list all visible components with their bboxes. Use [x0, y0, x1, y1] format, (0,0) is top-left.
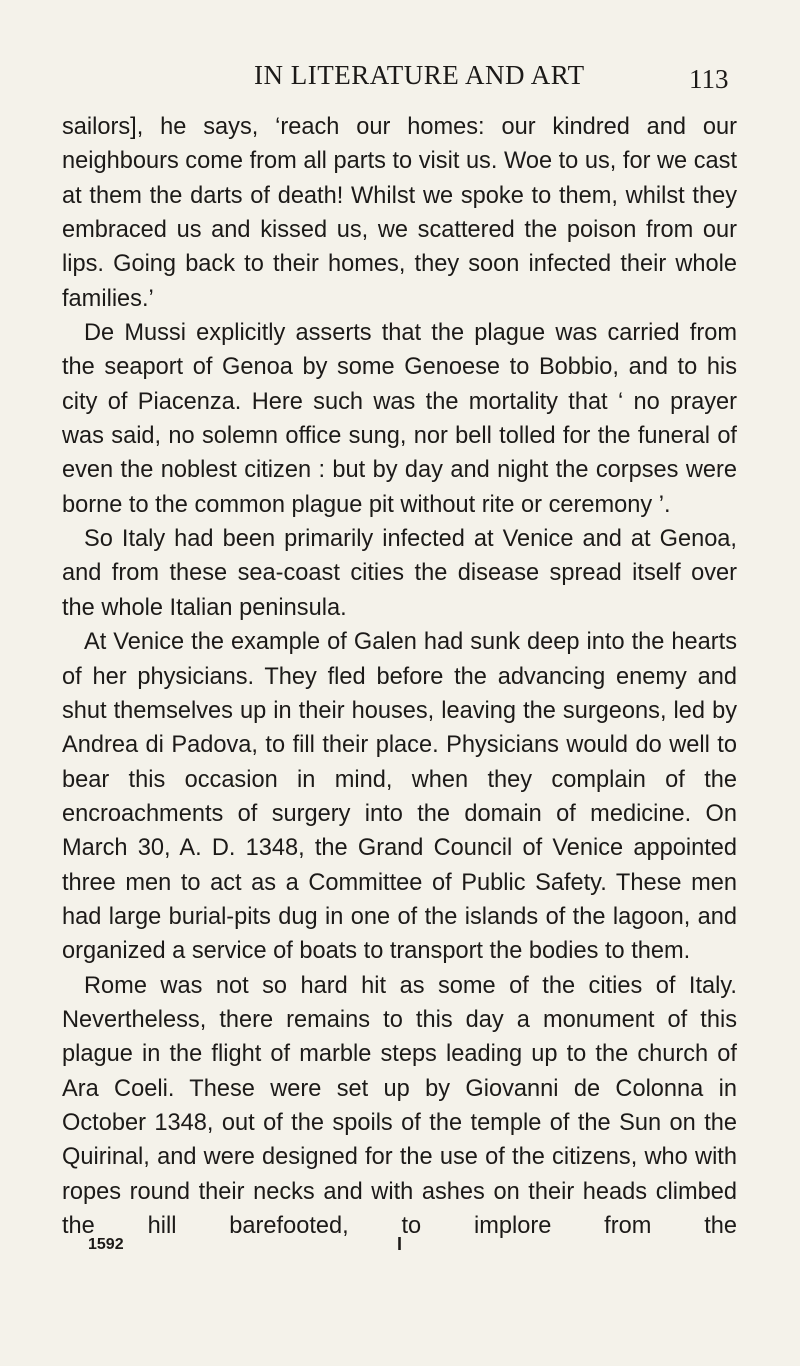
paragraph-italy: So Italy had been primarily infected at Venice and at Genoa, and from these sea-coast cities the disease spread itself over the whole Italian peninsula. — [62, 526, 737, 621]
signature-mark: 1592 — [88, 1236, 124, 1253]
signature-letter: I — [397, 1234, 403, 1254]
running-head: IN LITERATURE AND ART — [254, 60, 585, 90]
paragraph-venice: At Venice the example of Galen had sunk deep into the hearts of her physicians. They fled before the advancing enemy and shut themselves up in their houses, leaving the surgeons, led by Andrea di Padova, to fill their place. Physicians would do well to bear this occasion in mind, when they complain of the encroachments of surgery into the domain of medicine. On March 30, A. D. 1348, the Grand Council of Venice appointed three men to act as a Committee of Public Safety. These men had large burial-pits dug in one of the islands of the lagoon, and organized a service of boats to transport the bodies to them. — [62, 629, 737, 965]
body-text — [62, 110, 737, 1243]
paragraph-rome: Rome was not so hard hit as some of the cities of Italy. Nevertheless, there remains to this day a monument of this plague in the flight of marble steps leading up to the church of Ara Coeli. These were set up by Giovanni de Colonna in October 1348, out of the spoils of the temple of the Sun on the Quirinal, and were designed for the use of the citizens, who with ropes round their necks and with ashes on their heads climbed the hill barefooted, to implore from the — [62, 972, 737, 1239]
paragraph-continued: sailors], he says, ‘reach our homes: our kindred and our neighbours come from all parts to visit us. Woe to us, for we cast at them the darts of death! Whilst we spoke to them, whilst they embraced us and kissed us, we scattered the poison from our lips. Going back to their homes, they soon infected their whole families.’ — [62, 114, 737, 312]
page-number: 113 — [689, 64, 729, 94]
paragraph-de-mussi: De Mussi explicitly asserts that the plague was carried from the seaport of Genoa by some Genoese to Bobbio, and to his city of Piacenza. Here such was the mortality that ‘ no prayer was said, no solemn office sung, nor bell tolled for the funeral of even the noblest citizen : but by day and night the corpses were borne to the common plague pit without rite or ceremony ’. — [62, 320, 737, 518]
